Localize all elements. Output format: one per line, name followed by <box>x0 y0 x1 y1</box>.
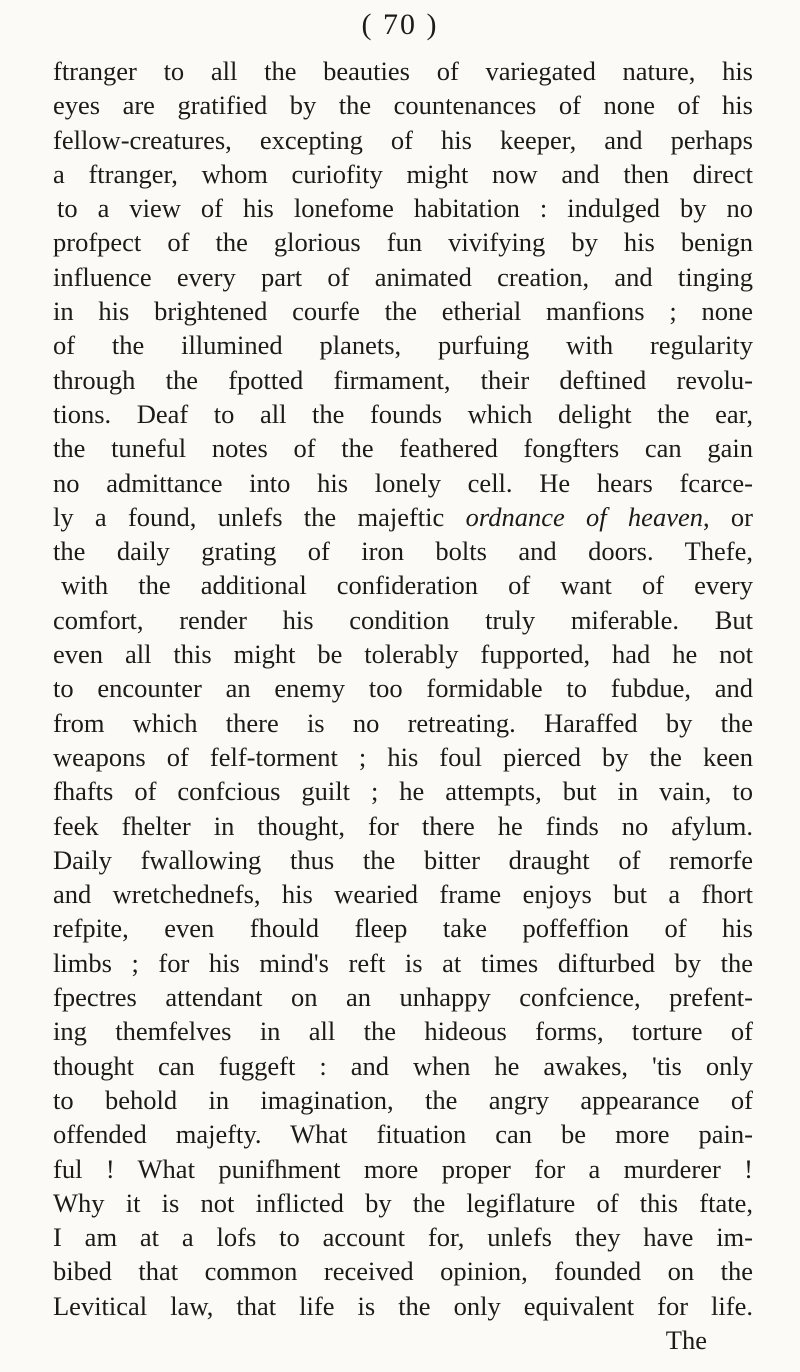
text-line-tail: , or <box>702 501 753 532</box>
text-line: to behold in imagination, the angry appearance of <box>53 1084 753 1115</box>
text-line-with-italic <box>53 500 753 534</box>
text-line: bibed that common received opinion, founded on the <box>53 1256 753 1287</box>
text-line: a ftranger, whom curiofity might now and then direct <box>53 158 753 189</box>
text-line: thought can fuggeft : and when he awakes, 'tis only <box>53 1050 753 1081</box>
text-line: refpite, even fhould fleep take poffeffion of his <box>53 913 753 944</box>
text-line: even all this might be tolerably fupported, had he not <box>53 639 753 670</box>
text-line: weapons of felf-torment ; his foul pierced by the keen <box>53 741 753 772</box>
text-line: fpectres attendant on an unhappy confcience, prefent- <box>53 982 753 1013</box>
text-line: to encounter an enemy too formidable to fubdue, and <box>53 673 753 704</box>
text-line: of the illumined planets, purfuing with regularity <box>53 330 753 361</box>
page-number: ( 70 ) <box>361 8 439 41</box>
text-line: Why it is not inflicted by the legiflature of this ftate, <box>53 1187 753 1218</box>
text-line: fhafts of confcious guilt ; he attempts, but in vain, to <box>53 776 753 807</box>
text-line: with the additional confideration of want of every <box>61 570 753 601</box>
text-line: Daily fwallowing thus the bitter draught of remorfe <box>53 844 753 875</box>
text-line: feek fhelter in thought, for there he finds no afylum. <box>53 810 753 841</box>
text-line: tions. Deaf to all the founds which delight the ear, <box>53 398 753 429</box>
text-line-head: ly a found, unlefs the majeftic <box>53 501 466 532</box>
text-line: through the fpotted firmament, their deftined revolu- <box>53 364 753 395</box>
text-line: Levitical law, that life is the only equivalent for life. <box>53 1290 753 1321</box>
text-line: eyes are gratified by the countenances of none of his <box>53 90 753 121</box>
text-line: limbs ; for his mind's reft is at times difturbed by the <box>53 947 753 978</box>
text-line: I am at a lofs to account for, unlefs they have im- <box>53 1222 753 1253</box>
text-line: fellow-creatures, excepting of his keeper, and perhaps <box>53 124 753 155</box>
text-line: the daily grating of iron bolts and doors. Thefe, <box>53 536 753 567</box>
text-line: influence every part of animated creation, and tinging <box>53 261 753 292</box>
text-line: from which there is no retreating. Haraffed by the <box>53 707 753 738</box>
text-line: the tuneful notes of the feathered fongfters can gain <box>53 433 753 464</box>
text-line: comfort, render his condition truly miferable. But <box>53 604 753 635</box>
text-line: no admittance into his lonely cell. He hears fcarce- <box>53 467 753 498</box>
body-text <box>53 54 753 1357</box>
text-line: ful ! What punifhment more proper for a murderer ! <box>53 1153 753 1184</box>
text-line: ftranger to all the beauties of variegated nature, his <box>53 56 753 86</box>
text-line: and wretchednefs, his wearied frame enjoys but a fhort <box>53 879 753 910</box>
text-line: ing themfelves in all the hideous forms, torture of <box>53 1016 753 1047</box>
text-line: profpect of the glorious fun vivifying by his benign <box>53 227 753 258</box>
text-line: offended majefty. What fituation can be more pain- <box>53 1119 753 1150</box>
text-line: in his brightened courfe the etherial manfions ; none <box>53 296 753 327</box>
italic-phrase: ordnance of heaven <box>465 501 703 532</box>
text-line: to a view of his lonefome habitation : indulged by no <box>57 193 753 224</box>
catchword: The <box>665 1324 707 1355</box>
